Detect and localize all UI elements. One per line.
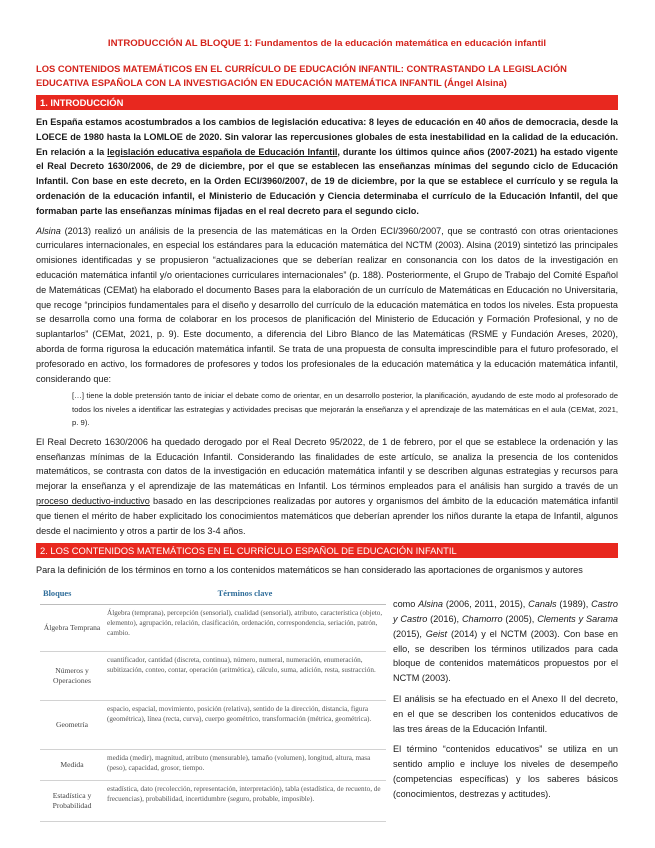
table-row — [40, 605, 386, 652]
table-cell-block: Números y Operaciones — [40, 652, 104, 701]
table-cell-terms: cuantificador, cantidad (discreta, continua), número, numeral, numeración, enumeración, subitización, conteo, contar, operación (aritmética), cálculo, suma, adición, resta, sustracción. — [104, 652, 386, 701]
table-row — [40, 781, 386, 822]
table-and-text-area — [36, 580, 618, 840]
table-cell-block: Medida — [40, 750, 104, 781]
table-header-terminos: Términos clave — [104, 586, 386, 605]
paragraph-anexo: El análisis se ha efectuado en el Anexo II del decreto, en el que se describen los contenidos educativos de las tres áreas de la Educación Infantil. — [393, 694, 618, 734]
block-quote: […] tiene la doble pretensión tanto de iniciar el debate como de orientar, en un desarrollo posterior, la planificación, ayudando de este modo al profesorado de todos los niveles a identificar las estrategias y actividades precisas que mejorarán la enseñanza y el aprendizaje de las matemáticas en el aula (CEMat, 2021, p. 9). — [72, 391, 618, 428]
article-title: LOS CONTENIDOS MATEMÁTICOS EN EL CURRÍCULO DE EDUCACIÓN INFANTIL: CONTRASTANDO LA LEGISLACIÓN EDUCATIVA ESPAÑOLA CON LA INVESTIGACIÓN EN EDUCACIÓN MATEMÁTICA INFANTIL (Ángel Alsina) — [36, 63, 567, 88]
table-header-bloques: Bloques — [40, 586, 104, 605]
paragraph-real-decreto: El Real Decreto 1630/2006 ha quedado derogado por el Real Decreto 95/2022, de 1 de febrero, por el que se establece la ordenación y las enseñanzas mínimas de la Educación Infantil. Considerando las finalidades de este artículo, se analiza la presencia de los contenidos matemáticos, se contrasta con datos de la investigación en educación matemática infantil y se describen algunas estrategias y recursos para mejorar la enseñanza y el aprendizaje de las matemáticas en Infantil. Los términos empleados para el análisis han surgido a través de un proceso deductivo-inductivo basado en las descripciones realizadas por autores y organismos del ámbito de la educación matemática infantil que tienen el mérito de haber explicitado los conocimientos matemáticos que deberían aprender los niños durante la etapa de Infantil, algunos desde el nacimiento y otros a partir de los 3-4 años. — [36, 436, 618, 536]
table-cell-block: Álgebra Temprana — [40, 605, 104, 652]
table-cell-block: Estadística y Probabilidad — [40, 781, 104, 822]
table-cell-terms: medida (medir), magnitud, atributo (mensurable), tamaño (volumen), longitud, altura, masa (peso), capacidad, grosor, tiempo. — [104, 750, 386, 781]
key-terms-table — [40, 586, 386, 822]
deductive-process-link[interactable]: proceso deductivo-inductivo — [36, 496, 150, 507]
section-heading-contenidos: 2. LOS CONTENIDOS MATEMÁTICOS EN EL CURRÍCULO ESPAÑOL DE EDUCACIÓN INFANTIL — [36, 543, 618, 558]
table-cell-terms: espacio, espacial, movimiento, posición (relativa), sentido de la dirección, distancia, figura (geométrica), línea (recta, curva), cuerpo geométrico, transformación (métrica, geométrica). — [104, 701, 386, 750]
table-cell-terms: estadística, dato (recolección, representación, interpretación), tabla (estadística, de recuento, de frecuencias), probabilidad, incertidumbre (seguro, probable, imposible). — [104, 781, 386, 822]
section-heading-introduccion: 1. INTRODUCCIÓN — [36, 95, 618, 110]
table-cell-block: Geometría — [40, 701, 104, 750]
block-title: INTRODUCCIÓN AL BLOQUE 1: Fundamentos de la educación matemática en educación infantil — [107, 38, 547, 49]
table-row — [40, 652, 386, 701]
paragraph-autores: como Alsina (2006, 2011, 2015), Canals (1989), Castro y Castro (2016), Chamorro (2005), Clements y Sarama (2015), Geist (2014) y el NCTM (2003). Con base en ello, se describen los términos utilizados para cada bloque de contenidos matemáticos propuestos por el NCTM (2003). — [393, 599, 619, 684]
document-page — [36, 38, 618, 840]
table-row — [40, 701, 386, 750]
paragraph-definicion: Para la definición de los términos en torno a los contenidos matemáticos se han considerado las aportaciones de organismos y autores — [36, 565, 583, 576]
paragraph-legislacion: En España estamos acostumbrados a los cambios de legislación educativa: 8 leyes de educación en 40 años de democracia, desde la LOECE de 1980 hasta la LOMLOE de 2020. Sin valorar las repercusiones globales de esta inestabilidad en la calidad de la educación. En relación a la legislación educativa española de Educación Infantil, durante los últimos quince años (2007-2021) ha estado vigente el Real Decreto 1630/2006, de 29 de diciembre, por el que se establecen las enseñanzas mínimas del segundo ciclo de Educación Infantil. Con base en este decreto, en la Orden ECI/3960/2007, de 19 de diciembre, por la que se establece el currículo y se regula la ordenación de la educación infantil, el Ministerio de Educación y Ciencia determinaba el currículo de la Educación Infantil, del que formaban parte las enseñanzas mínimas fijadas en el real decreto para el segundo ciclo. — [36, 117, 619, 216]
paragraph-contenidos-educativos: El término “contenidos educativos” se utiliza en un sentido amplio e incluye los niveles de desempeño (competencias específicas) y los saberes básicos (conocimientos, destrezas y actitudes). — [393, 744, 618, 799]
table-row — [40, 750, 386, 781]
paragraph-alsina: Alsina (2013) realizó un análisis de la presencia de las matemáticas en la Orden ECI/3960/2007, que se contrastó con otras orientaciones curriculares internacionales, en especial los estándares para la educación matemática del NCTM (2003). Alsina (2019) sintetizó las principales omisiones identificadas y se propusieron “actualizaciones que se deberían realizar en consonancia con los datos de la investigación en educación matemática infantil y/o orientaciones curriculares internacionales” (p. 188). Posteriormente, el Grupo de Trabajo del Comité Español de Matemáticas (CEMat) ha elaborado el documento Bases para la elaboración de un currículo de Matemáticas en Educación no Universitaria, que recoge “principios fundamentales para el diseño y desarrollo del currículo de la educación matemática en todos los niveles. Esta propuesta se desarrolla como una forma de colaborar en los procesos de planificación del Ministerio de Educación y Formación Profesional, y no de suplantarlos” (CEMat, 2021, p. 9). Este documento, a diferencia del Libro Blanco de las Matemáticas (RSME y Fundación Areses, 2020), aborda de forma rigurosa la educación matemática infantil. Se trata de una propuesta de consulta imprescindible para el futuro profesorado, el profesorado en activo, los formadores de profesores y todos los profesionales de la educación matemática y la educación matemática infantil, considerando que: — [36, 225, 618, 384]
table-cell-terms: Álgebra (temprana), percepción (sensorial), cualidad (sensorial), atributo, característica (objeto, elemento), agrupación, relación, clasificación, ordenación, correspondencia, seriación, patrón, cambio. — [104, 605, 386, 652]
right-column-text — [393, 597, 618, 807]
legislation-link[interactable]: legislación educativa española de Educación Infantil — [107, 146, 338, 157]
